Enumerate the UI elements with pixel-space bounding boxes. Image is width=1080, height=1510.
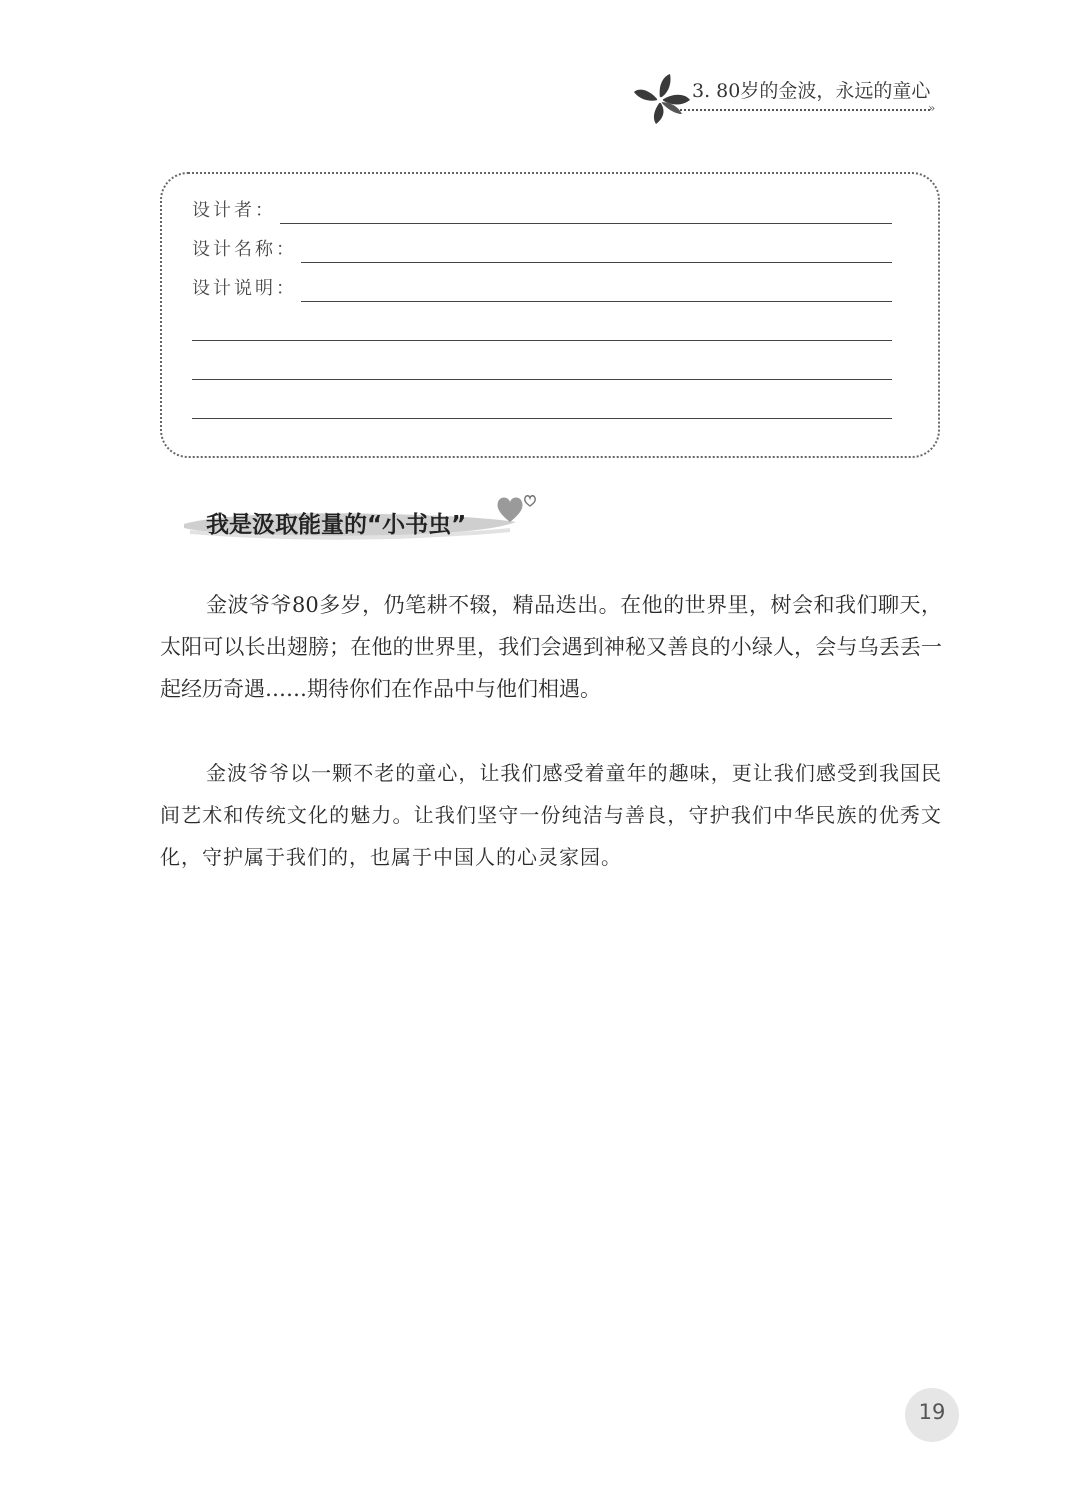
blank-line[interactable]	[192, 340, 892, 341]
flower-leaf-icon	[630, 70, 698, 126]
section-heading	[180, 492, 560, 548]
hearts-icon	[496, 492, 540, 526]
design-name-label: 设计名称：	[192, 239, 297, 260]
design-name-blank-line[interactable]	[301, 261, 892, 263]
double-arrow-icon: »	[928, 101, 936, 115]
designer-row	[192, 194, 892, 224]
blank-line[interactable]	[192, 418, 892, 419]
design-description-label: 设计说明：	[192, 278, 297, 299]
running-header	[630, 70, 950, 130]
design-name-row	[192, 233, 892, 263]
body-paragraph: 金波爷爷80多岁，仍笔耕不辍，精品迭出。在他的世界里，树会和我们聊天，太阳可以长出翅膀；在他的世界里，我们会遇到神秘又善良的小绿人，会与乌丢丢一起经历奇遇……期待你们在作品中与他们相遇。	[160, 593, 942, 701]
designer-blank-line[interactable]	[280, 222, 892, 224]
body-paragraph: 金波爷爷以一颗不老的童心，让我们感受着童年的趣味，更让我们感受到我国民间艺术和传统文化的魅力。让我们坚守一份纯洁与善良，守护我们中华民族的优秀文化，守护属于我们的，也属于中国人的心灵家园。	[160, 761, 942, 869]
chapter-title: 3. 80岁的金波，永远的童心	[692, 80, 931, 102]
page-number: 19	[918, 1400, 946, 1424]
header-dotted-rule	[680, 109, 930, 111]
design-description-row	[192, 272, 892, 302]
design-form-box	[160, 172, 940, 458]
design-description-blank-line[interactable]	[301, 300, 892, 302]
blank-line[interactable]	[192, 379, 892, 380]
section-title: 我是汲取能量的“小书虫”	[206, 512, 467, 538]
designer-label: 设计者：	[192, 200, 276, 221]
